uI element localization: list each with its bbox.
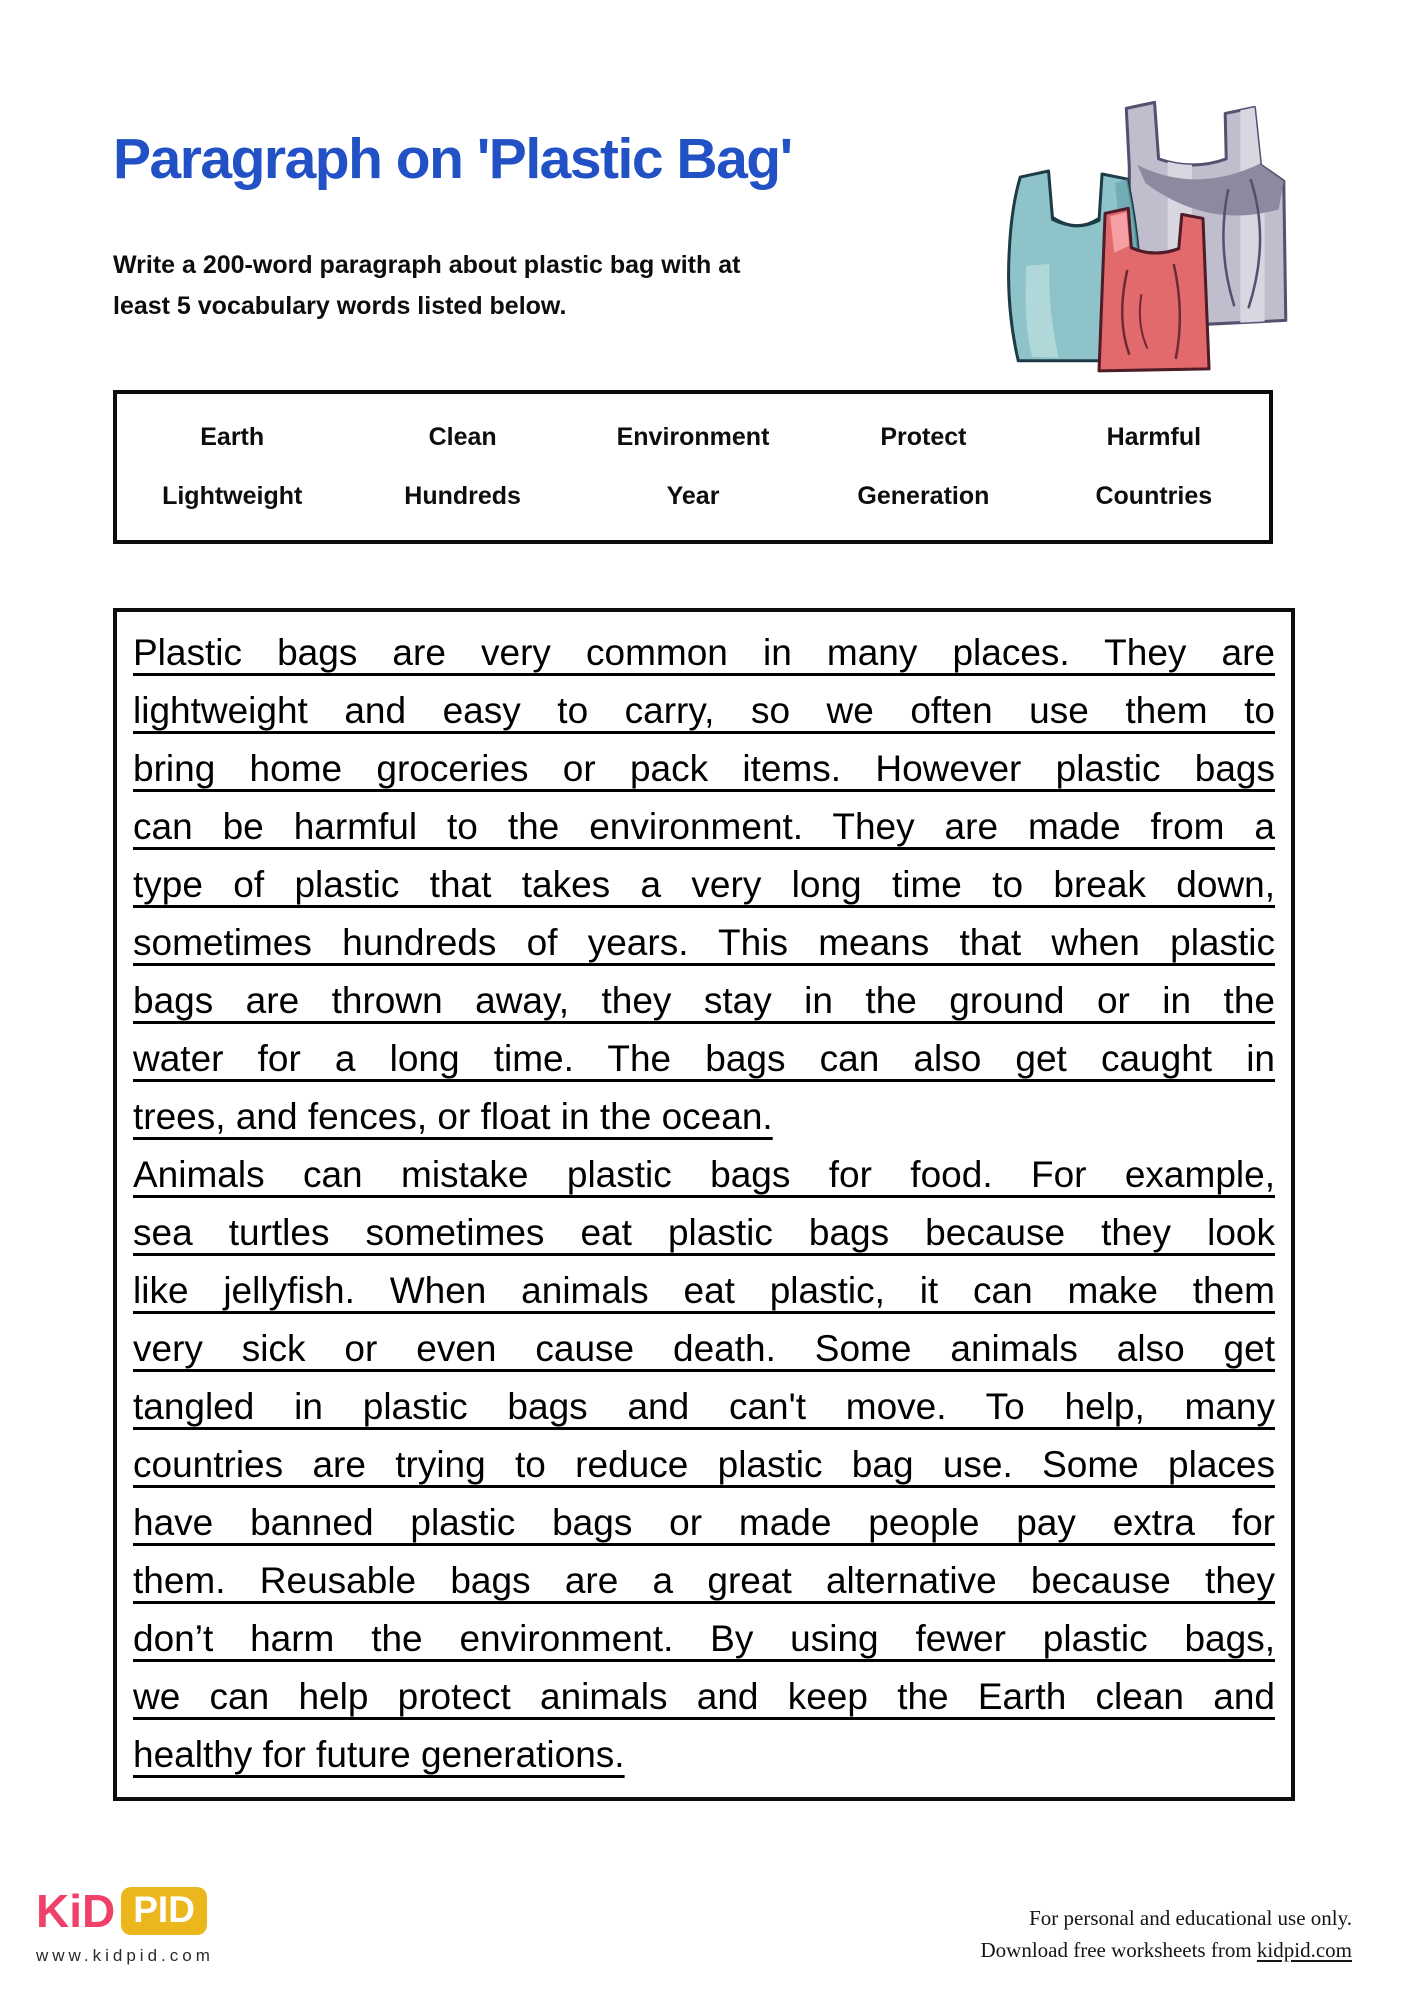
essay-line-text: countries are trying to reduce plastic bag use. Some places [133,1444,1275,1485]
usage-note-prefix: Download free worksheets from [980,1937,1252,1962]
essay-line-text: water for a long time. The bags can also get caught in [133,1038,1275,1079]
essay-line-text: tangled in plastic bags and can't move. To help, many [133,1386,1275,1427]
kidpid-logo-kid: KiD [36,1885,116,1937]
vocab-word: Earth [200,423,265,452]
essay-line-text: sometimes hundreds of years. This means that when plastic [133,922,1275,963]
usage-note [981,1903,1353,1966]
essay-line [133,798,1275,856]
essay-line [133,1146,1275,1204]
vocab-word: Lightweight [162,481,303,510]
page-title: Paragraph on 'Plastic Bag' [113,127,792,191]
essay-line-text: can be harmful to the environment. They are made from a [133,806,1275,847]
essay-line-text: type of plastic that takes a very long time to break down, [133,864,1275,905]
vocab-word: Generation [857,481,990,510]
essay-line [133,1552,1275,1610]
essay-line [133,856,1275,914]
essay-line [133,914,1275,972]
vocab-word: Harmful [1106,423,1202,452]
kidpid-link[interactable]: kidpid.com [1256,1937,1352,1962]
essay-line [133,1320,1275,1378]
essay-line [133,972,1275,1030]
vocab-word: Countries [1095,481,1213,510]
essay-box [113,608,1295,1801]
essay-line-text: healthy for future generations. [133,1734,625,1775]
essay-line-text: bags are thrown away, they stay in the ground or in the [133,980,1275,1021]
essay-line [133,624,1275,682]
essay-paragraph-1 [133,624,1275,1146]
vocabulary-row-2 [117,482,1269,511]
essay-line [133,1668,1275,1726]
usage-note-line-2 [981,1935,1353,1967]
vocab-word: Hundreds [404,481,521,510]
kidpid-logo[interactable] [36,1884,207,1938]
essay-paragraph-2 [133,1146,1275,1784]
essay-line-text: them. Reusable bags are a great alternative because they [133,1560,1275,1601]
kidpid-logo-pid: PID [121,1887,207,1935]
essay-line-text: have banned plastic bags or made people pay extra for [133,1502,1275,1543]
essay-line-text: don’t harm the environment. By using fewer plastic bags, [133,1618,1275,1659]
vocabulary-box [113,390,1273,544]
essay-line-text: like jellyfish. When animals eat plastic, it can make them [133,1270,1275,1311]
usage-note-line-1: For personal and educational use only. [1029,1906,1352,1930]
plastic-bags-illustration [975,66,1325,384]
instructions-line-2: least 5 vocabulary words listed below. [113,291,567,320]
essay-line [133,682,1275,740]
vocab-word: Environment [616,423,770,452]
vocabulary-row-1 [117,423,1269,452]
vocab-word: Protect [880,423,967,452]
instructions [113,245,740,326]
vocab-word: Clean [428,423,497,452]
essay-line [133,1436,1275,1494]
essay-line [133,740,1275,798]
essay-line-text: Plastic bags are very common in many places. They are [133,632,1275,673]
essay-line-text: bring home groceries or pack items. However plastic bags [133,748,1275,789]
essay-line [133,1610,1275,1668]
essay-line [133,1494,1275,1552]
vocab-word: Year [666,481,720,510]
essay-line-text: we can help protect animals and keep the Earth clean and [133,1676,1275,1717]
essay-line [133,1088,1275,1146]
instructions-line-1: Write a 200-word paragraph about plastic bag with at [113,251,741,279]
essay-line [133,1726,1275,1784]
essay-line [133,1030,1275,1088]
essay-line-text: sea turtles sometimes eat plastic bags because they look [133,1212,1275,1253]
essay-line-text: lightweight and easy to carry, so we often use them to [133,690,1275,731]
essay-line [133,1262,1275,1320]
essay-line-text: Animals can mistake plastic bags for food. For example, [133,1154,1275,1195]
essay-line [133,1378,1275,1436]
essay-line-text: trees, and fences, or float in the ocean. [133,1096,773,1137]
essay-line [133,1204,1275,1262]
essay-line-text: very sick or even cause death. Some animals also get [133,1328,1275,1369]
website-url[interactable]: www.kidpid.com [36,1946,214,1965]
